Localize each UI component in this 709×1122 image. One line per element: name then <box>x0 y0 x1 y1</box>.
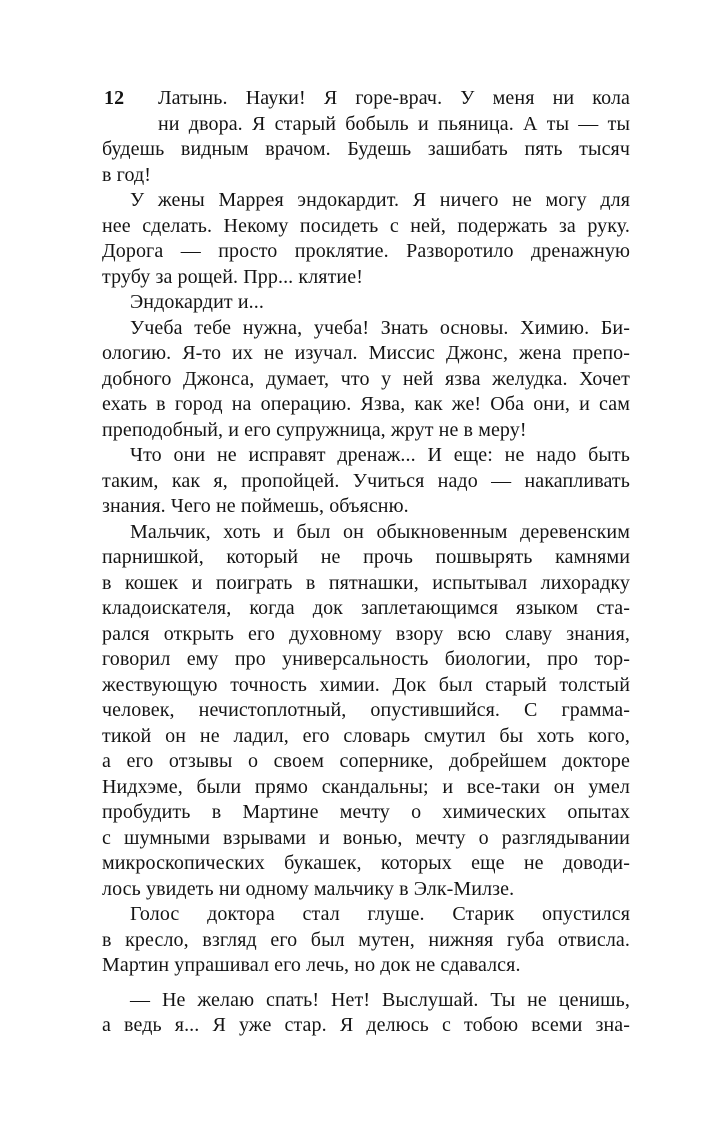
text-line: Мальчик, хоть и был он обыкновенным деревенским <box>130 520 630 543</box>
text-line: пробудить в Мартине мечту о химических опытах <box>102 801 630 823</box>
text-line: Эндокардит и... <box>130 291 264 313</box>
text-line: ехать в город на операцию. Язва, как же! Оба они, и сам <box>102 393 630 415</box>
text-line: Голос доктора стал глуше. Старик опустился <box>130 903 630 925</box>
text-line: человек, нечистоплотный, опустившийся. С грамма- <box>102 699 630 721</box>
text-line: Учеба тебе нужна, учеба! Знать основы. Химию. Би- <box>130 316 630 339</box>
text-line: рался открыть его духовному взору всю славу знания, <box>102 622 630 645</box>
text-line: Латынь. Науки! Я горе-врач. У меня ни кола <box>158 87 630 109</box>
paragraph <box>102 188 630 290</box>
paragraph <box>102 902 630 979</box>
text-line: таким, как я, пропойцей. Учиться надо — накапливать <box>102 469 630 492</box>
text-line: лось увидеть ни одному мальчику в Элк-Милзе. <box>102 877 515 900</box>
text-line: парнишкой, который не прочь пошвырять камнями <box>102 546 630 568</box>
text-line: с шумными взрывами и вонью, мечту о разглядывании <box>102 826 630 849</box>
paragraph <box>102 520 630 903</box>
text-column <box>102 86 630 1039</box>
text-line: У жены Маррея эндокардит. Я ничего не могу для <box>130 189 630 211</box>
text-line: микроскопических букашек, которых еще не доводи- <box>102 852 630 874</box>
text-line: в кресло, взгляд его был мутен, нижняя губа отвисла. <box>102 928 630 951</box>
paragraph <box>102 443 630 520</box>
text-line: говорил ему про универсальность биологии, про тор- <box>102 648 630 670</box>
text-line: а ведь я... Я уже стар. Я делюсь с тобою всеми зна- <box>102 1014 630 1036</box>
text-line: Нидхэме, были прямо скандальны; и все-таки он умел <box>102 775 630 798</box>
text-line: Дорога — просто проклятие. Разворотило дренажную <box>102 240 630 262</box>
text-line: ни двора. Я старый бобыль и пьяница. А ты — ты <box>158 112 630 135</box>
page-number: 12 <box>104 87 125 109</box>
paragraph <box>102 316 630 444</box>
text-line: тикой он не ладил, его словарь смутил бы хоть кого, <box>102 724 630 747</box>
text-line: в год! <box>102 163 152 186</box>
paragraphs-container <box>102 86 630 1039</box>
text-line: жествующую точность химии. Док был старый толстый <box>102 673 630 696</box>
paragraph <box>102 86 630 188</box>
text-line: кладоискателя, когда док заплетающимся языком ста- <box>102 597 630 619</box>
text-line: Мартин упрашивал его лечь, но док не сдавался. <box>102 954 521 976</box>
text-line: Что они не исправят дренаж... И еще: не надо быть <box>130 444 630 466</box>
text-line: трубу за рощей. Прр... клятие! <box>102 265 363 288</box>
text-line: — Не желаю спать! Нет! Выслушай. Ты не ценишь, <box>130 988 630 1011</box>
text-line: знания. Чего не поймешь, объясню. <box>102 495 409 517</box>
text-line: преподобный, и его супружница, жрут не в меру! <box>102 418 527 441</box>
text-line: нее сделать. Некому посидеть с ней, подержать за руку. <box>102 214 630 237</box>
text-line: в кошек и поиграть в пятнашки, испытывал лихорадку <box>102 571 630 594</box>
text-line: ологию. Я-то их не изучал. Миссис Джонс, жена препо- <box>102 342 630 364</box>
paragraph <box>102 988 630 1039</box>
text-line: а его отзывы о своем сопернике, добрейшем докторе <box>102 750 630 772</box>
text-line: будешь видным врачом. Будешь зашибать пять тысяч <box>102 138 630 160</box>
paragraph <box>102 290 630 316</box>
text-line: добного Джонса, думает, что у ней язва желудка. Хочет <box>102 367 630 390</box>
